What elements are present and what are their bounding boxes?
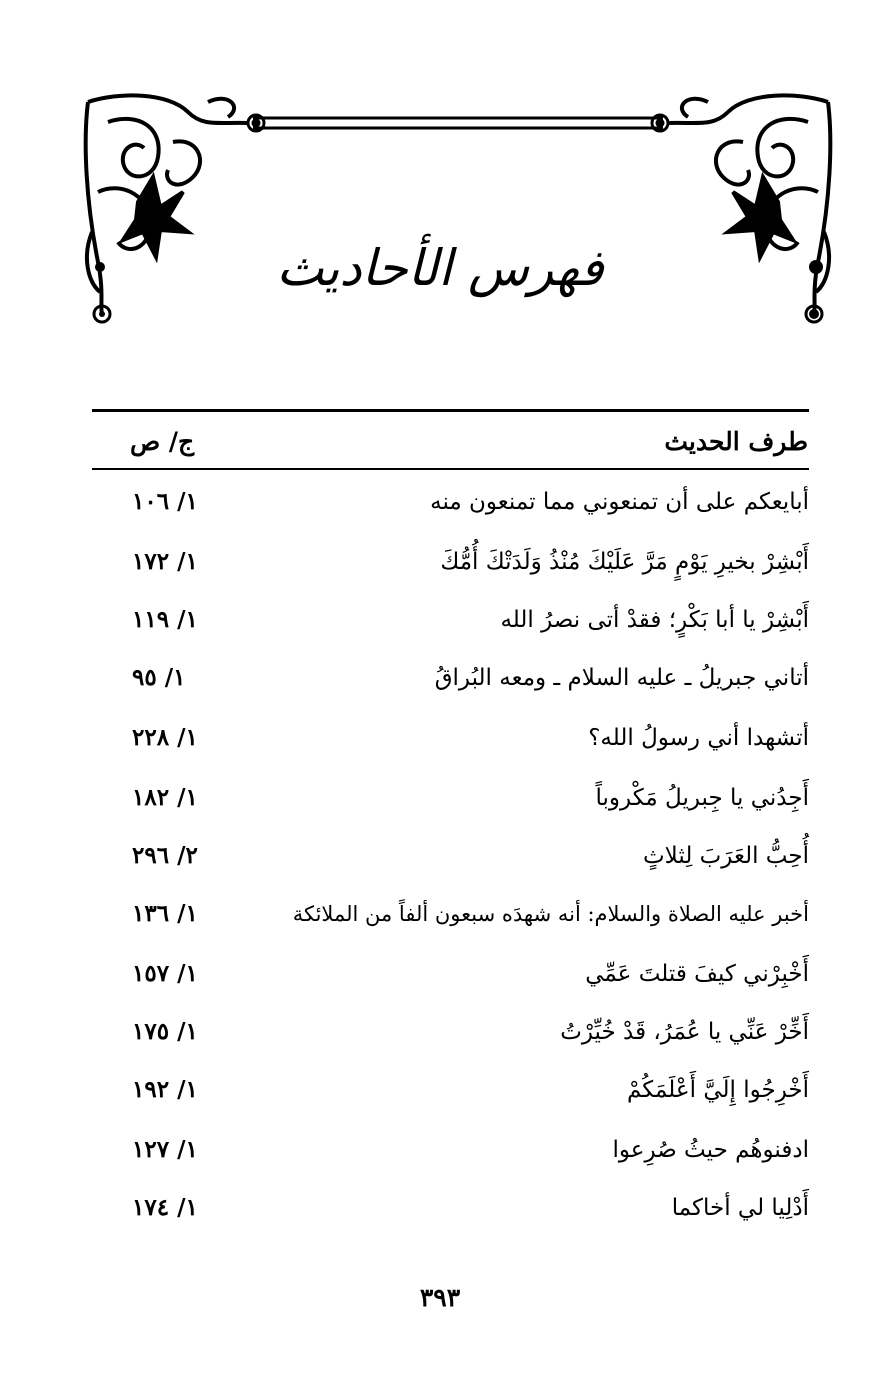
table-row <box>92 716 809 760</box>
page-number: ٣٩٣ <box>419 1283 461 1312</box>
volume-page-ref: ١/ ١٧٤ <box>132 1194 198 1221</box>
volume-page-ref: ١/ ١٨٢ <box>132 784 198 811</box>
table-row <box>92 656 809 700</box>
volume-page-ref: ١/ ٢٢٨ <box>132 724 198 751</box>
hadith-text: أُحِبُّ العَرَبَ لِثلاثٍ <box>643 843 809 869</box>
hadith-text: أَدْلِيا لي أخاكما <box>671 1195 809 1221</box>
hadith-text: أَبْشِرْ يا أبا بَكْرٍ؛ فقدْ أتى نصرُ الله <box>500 607 809 633</box>
table-row <box>92 776 809 820</box>
column-header-hadith: طرف الحديث <box>664 427 808 456</box>
hadith-text: أَجِدُني يا جِبريلُ مَكْروباً <box>595 785 809 811</box>
table-row <box>92 1010 809 1054</box>
hadith-text: أَبْشِرْ بخيرِ يَوْمٍ مَرَّ عَلَيْكَ مُنْذُ وَلَدَتْكَ أُمُّكَ <box>440 549 809 575</box>
table-row <box>92 480 809 524</box>
hadith-text: أتشهدا أني رسولُ الله؟ <box>588 725 809 751</box>
table-row <box>92 834 809 878</box>
volume-page-ref: ١/ ١٧٥ <box>132 1018 198 1045</box>
hadith-text: أَخْبِرْني كيفَ قتلتَ عَمِّي <box>585 961 809 987</box>
column-header-volume-page: ج/ ص <box>130 427 195 456</box>
volume-page-ref: ٢/ ٢٩٦ <box>132 842 198 869</box>
table-row <box>92 1068 809 1112</box>
volume-page-ref: ١/ ١١٩ <box>132 606 198 633</box>
table-row <box>92 1186 809 1230</box>
volume-page-ref: ١/ ١٩٢ <box>132 1076 198 1103</box>
hadith-text: أَخِّرْ عَنِّي يا عُمَرُ، قَدْ خُيِّرْتُ <box>560 1019 809 1045</box>
volume-page-ref: ١/ ١٣٦ <box>132 900 198 927</box>
table-row <box>92 540 809 584</box>
table-row <box>92 598 809 642</box>
page-title: فهرس الأحاديث <box>276 239 604 297</box>
volume-page-ref: ١/ ٩٥ <box>132 664 186 691</box>
table-row <box>92 892 809 936</box>
volume-page-ref: ١/ ١٠٦ <box>132 488 198 515</box>
volume-page-ref: ١/ ١٧٢ <box>132 548 198 575</box>
hadith-text: أبايعكم على أن تمنعوني مما تمنعون منه <box>430 489 809 515</box>
table-row <box>92 1128 809 1172</box>
hadith-text: أخبر عليه الصلاة والسلام: أنه شهدَه سبعون ألفاً من الملائكة <box>292 902 809 926</box>
volume-page-ref: ١/ ١٢٧ <box>132 1136 198 1163</box>
table-row <box>92 952 809 996</box>
hadith-text: ادفنوهُم حيثُ صُرِعوا <box>612 1137 809 1163</box>
hadith-text: أتاني جبريلُ ـ عليه السلام ـ ومعه البُراقُ <box>434 665 809 691</box>
hadith-text: أَخْرِجُوا إِلَيَّ أَعْلَمَكُمْ <box>626 1077 809 1103</box>
volume-page-ref: ١/ ١٥٧ <box>132 960 198 987</box>
